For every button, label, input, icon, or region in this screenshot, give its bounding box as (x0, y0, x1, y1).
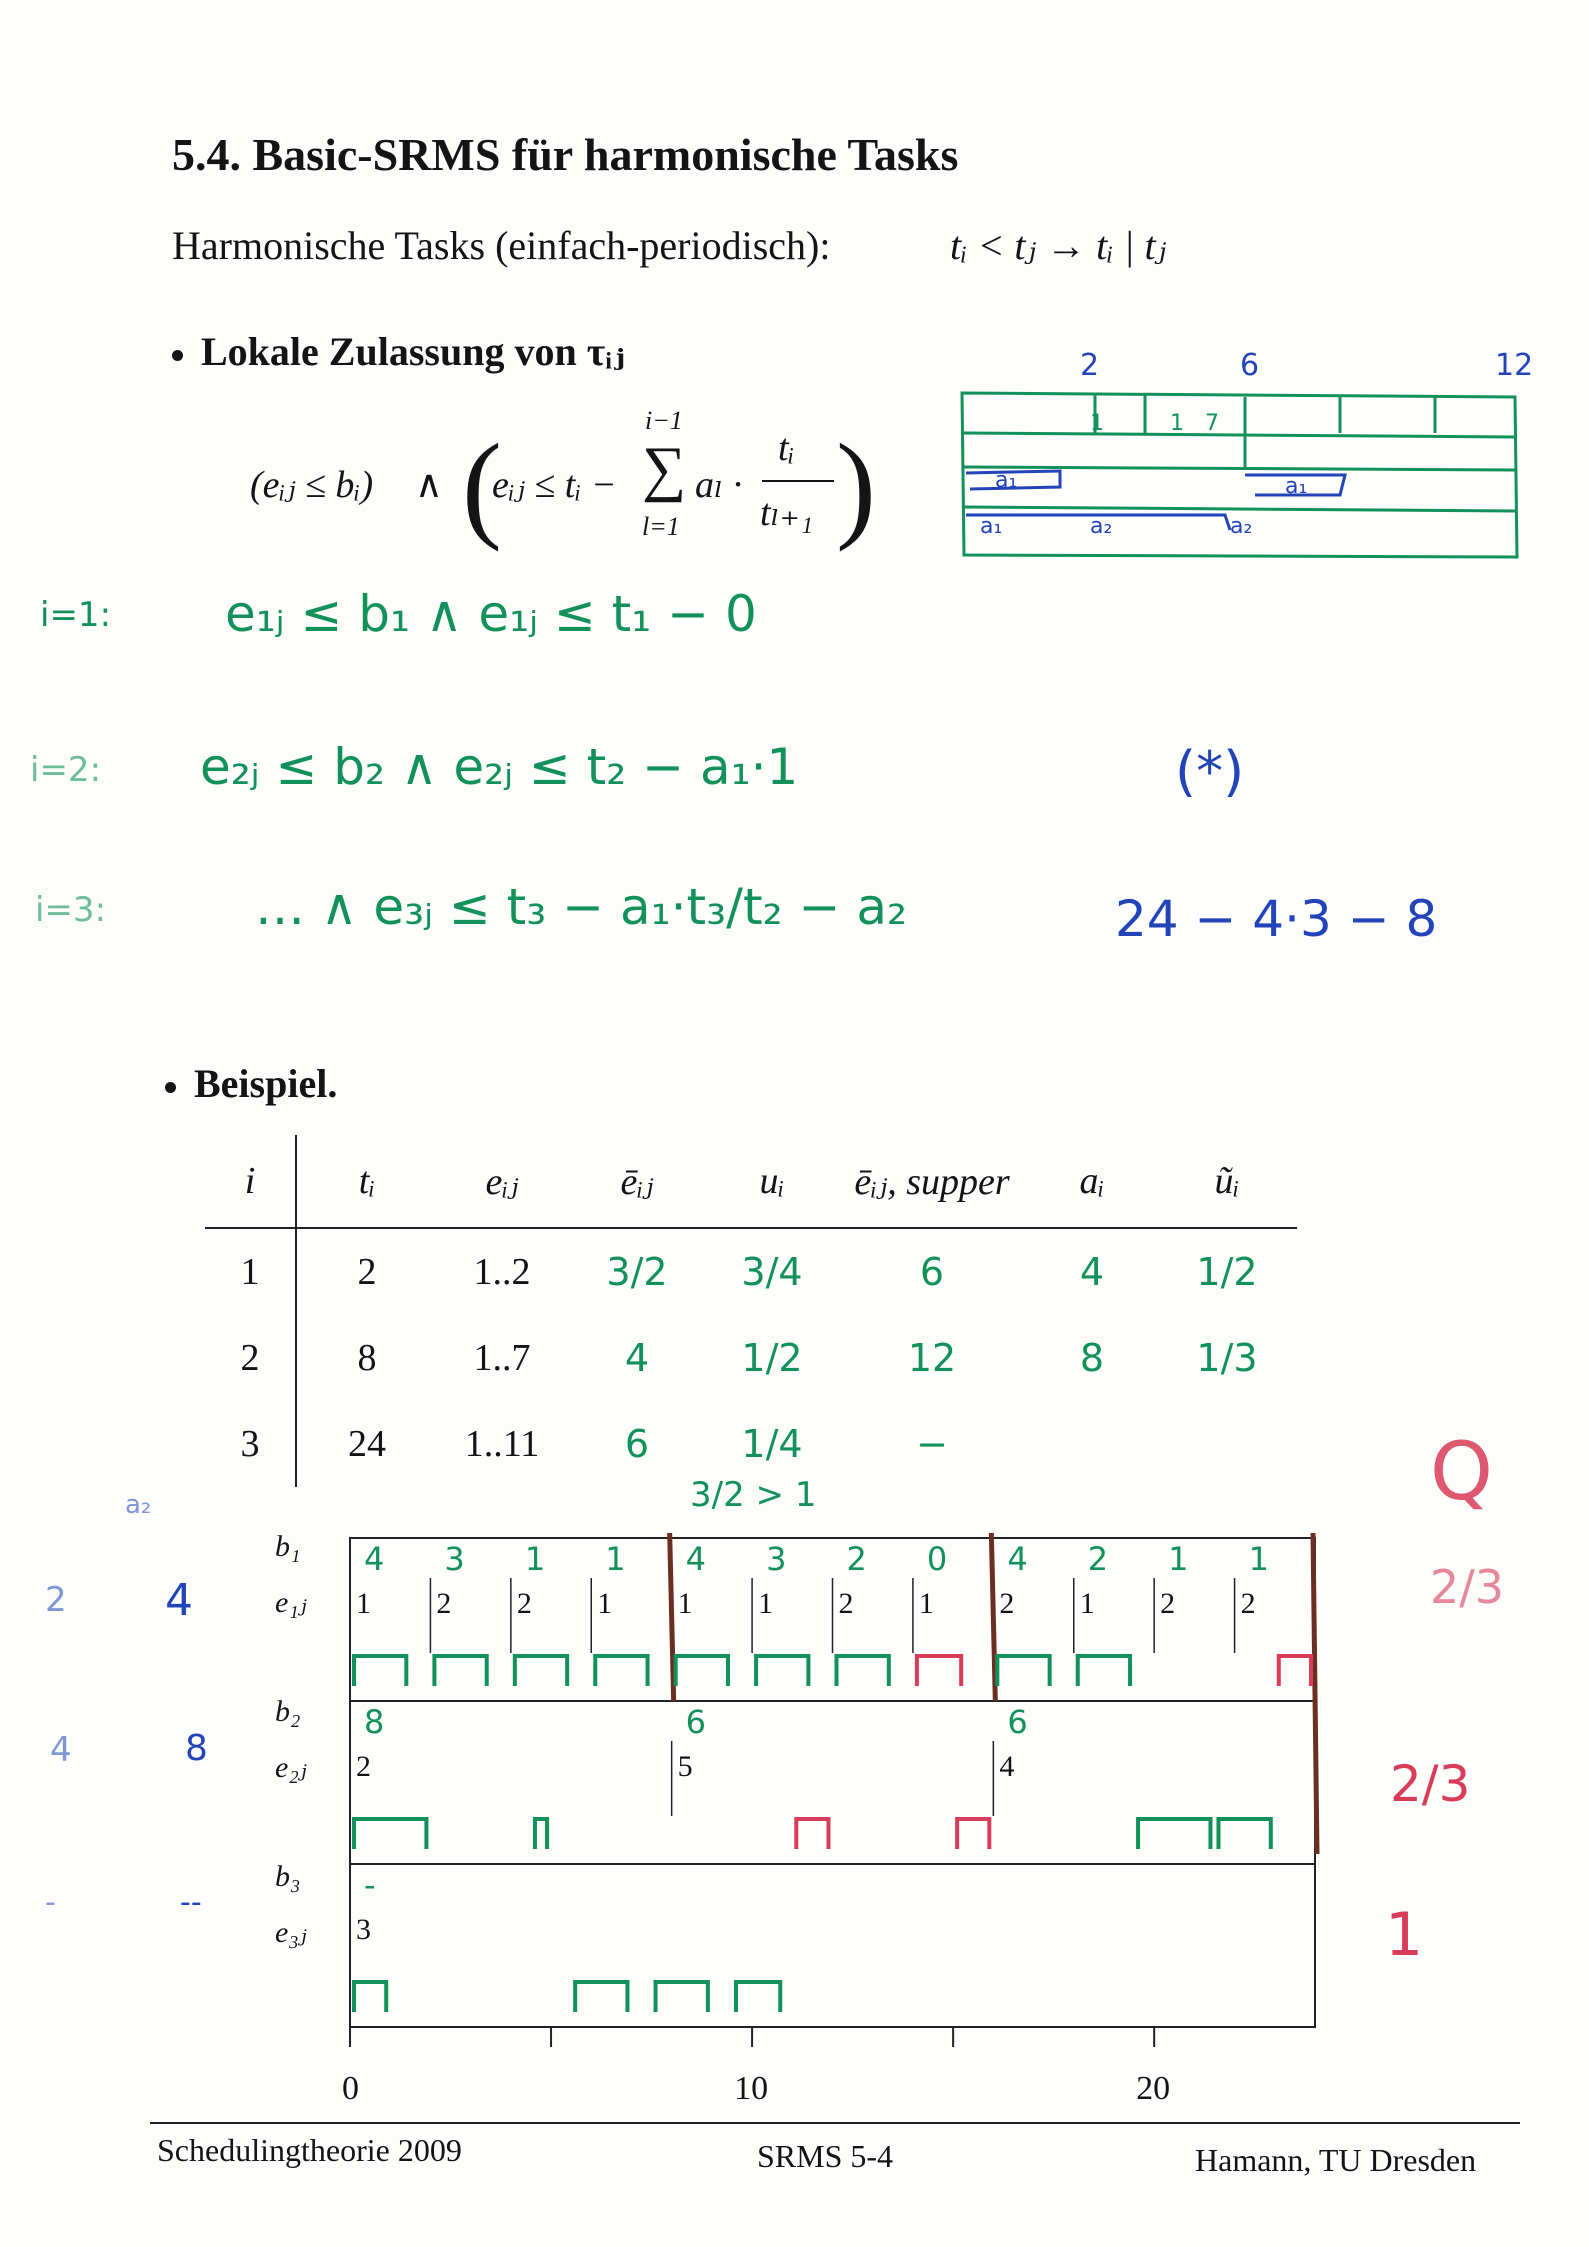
table-cell: 4 (1079, 1250, 1105, 1294)
table-cell: 12 (907, 1336, 957, 1380)
table-cell: 1/3 (1196, 1336, 1258, 1380)
schedule-label-e1j: e₁ⱼ (275, 1586, 307, 1619)
axis-tick-label: 20 (1136, 2070, 1171, 2107)
table-cell: 2 (205, 1315, 296, 1401)
table-header-cell: ēᵢⱼ, supper (854, 1160, 1010, 1203)
schedule-row1-exec-value: 2 (999, 1587, 1015, 1620)
schedule-label-e3j: e₃ⱼ (275, 1916, 307, 1949)
table-cell: 1..11 (464, 1423, 540, 1465)
schedule-row1-budget-value: 2 (846, 1540, 867, 1578)
exec-box (354, 1656, 406, 1686)
case1-formula: e₁ⱼ ≤ b₁ ∧ e₁ⱼ ≤ t₁ − 0 (225, 585, 757, 643)
formula-left: (eᵢⱼ ≤ bᵢ) (250, 464, 374, 506)
table-cell: 1..2 (473, 1251, 531, 1293)
footer-center: SRMS 5-4 (757, 2138, 894, 2174)
exec-box-miss (957, 1819, 989, 1849)
exec-box (997, 1656, 1049, 1686)
table-cell: 24 (348, 1423, 386, 1465)
schedule-row1-budget-value: 3 (444, 1540, 465, 1578)
case3-formula: … ∧ e₃ⱼ ≤ t₃ − a₁·t₃/t₂ − a₂ (255, 878, 908, 936)
formula-sum-sign: ∑ (642, 435, 687, 503)
case1-label: i=1: (40, 595, 112, 635)
diagram-tag: 7 (1205, 411, 1219, 436)
schedule-row1-budget-value: 3 (766, 1540, 787, 1578)
diagram-label-2: 2 (1080, 348, 1100, 383)
exec-box (354, 1982, 386, 2012)
hyperperiod-marker (670, 1533, 674, 1701)
table-cell: − (916, 1422, 948, 1466)
page-title: 5.4. Basic-SRMS für harmonische Tasks (172, 129, 959, 180)
table-cell: 4 (624, 1336, 650, 1380)
schedule-row1-budget-value: 1 (605, 1540, 626, 1578)
schedule-label-b3: b₃ (275, 1860, 301, 1893)
exec-box-miss (917, 1656, 961, 1686)
margin-q-mark: Q (1430, 1425, 1493, 1518)
schedule-row1-budget-value: 4 (685, 1540, 707, 1578)
footer-rule (150, 2122, 1520, 2124)
table-header-cell: aᵢ (1079, 1160, 1105, 1202)
schedule-label-b1: b₁ (275, 1530, 301, 1563)
margin-note: - (45, 1885, 56, 1920)
exec-box (676, 1656, 728, 1686)
exec-box (736, 1982, 780, 2012)
hyperperiod-marker (991, 1533, 995, 1701)
footer-right: Hamann, TU Dresden (1195, 2142, 1477, 2178)
axis-tick-label: 10 (734, 2070, 769, 2107)
case3-label: i=3: (35, 890, 107, 930)
schedule-row3-budget-value: - (364, 1866, 376, 1904)
margin-note: 4 (165, 1575, 193, 1626)
exec-box (837, 1656, 889, 1686)
schedule-row2-budget-value: 8 (364, 1703, 385, 1741)
schedule-row1-budget-value: 1 (524, 1540, 546, 1578)
formula-sum-bottom: l=1 (642, 512, 680, 541)
table-header-cell: tᵢ (358, 1160, 376, 1202)
case2-formula: e₂ⱼ ≤ b₂ ∧ e₂ⱼ ≤ t₂ − a₁·1 (200, 738, 799, 796)
schedule-row1-budget-value: 1 (1168, 1540, 1189, 1578)
schedule-row1-exec-value: 2 (516, 1587, 532, 1620)
exec-box (1138, 1819, 1210, 1849)
table-cell: 3 (205, 1401, 296, 1487)
bullet-heading: Lokale Zulassung von τᵢⱼ (201, 329, 625, 374)
exec-box (354, 1819, 426, 1849)
intro-text: Harmonische Tasks (einfach-periodisch): (172, 223, 831, 268)
diagram-tag: a₂ (1090, 514, 1113, 539)
schedule-row3-exec-value: 3 (356, 1913, 371, 1946)
diagram-tag: a₂ (1230, 514, 1253, 539)
formula-right-head: eᵢⱼ ≤ tᵢ − (492, 464, 617, 506)
margin-note: 2 (45, 1580, 67, 1620)
margin-note: -- (180, 1885, 202, 1920)
formula-and: ∧ (415, 464, 443, 506)
schedule-row1-budget-value: 4 (364, 1540, 385, 1578)
schedule-row1-exec-value: 2 (838, 1587, 854, 1620)
table-cell: 6 (624, 1422, 650, 1466)
schedule-row2-budget-value: 6 (1007, 1703, 1028, 1741)
schedule-label-e2j: e₂ⱼ (275, 1751, 307, 1784)
schedule-row1-exec-value: 2 (1160, 1587, 1176, 1620)
exec-box (575, 1982, 627, 2012)
exec-box (515, 1656, 567, 1686)
schedule-row1-exec-value: 2 (436, 1587, 452, 1620)
table-header-cell: ũᵢ (1214, 1160, 1240, 1202)
schedule-row2-exec-value: 5 (677, 1750, 693, 1783)
schedule-row1-exec-value: 2 (1240, 1587, 1256, 1620)
exec-box (1078, 1656, 1130, 1686)
diagram-tag: a₁ (980, 514, 1003, 539)
diagram-label-6: 6 (1240, 348, 1260, 383)
hyperperiod-marker (1313, 1533, 1317, 1854)
case3-blue-calc: 24 − 4·3 − 8 (1115, 890, 1438, 948)
footer-left: Schedulingtheorie 2009 (157, 2132, 462, 2168)
margin-note-right: 2/3 (1390, 1755, 1471, 1813)
table-header-cell: eᵢⱼ (485, 1160, 519, 1203)
diagram-label-12: 12 (1495, 348, 1534, 383)
margin-note-right: 1 (1385, 1900, 1424, 1970)
exec-box-miss (1279, 1656, 1311, 1686)
exec-box (434, 1656, 486, 1686)
axis-tick-label: 0 (342, 2070, 359, 2107)
exec-box (1218, 1819, 1270, 1849)
schedule-row1-budget-value: 0 (926, 1540, 948, 1578)
schedule-row1-budget-value: 4 (1007, 1540, 1028, 1578)
schedule-row2-exec-value: 4 (999, 1750, 1015, 1783)
schedule-row1-exec-value: 1 (758, 1587, 774, 1620)
bullet-heading: Beispiel. (194, 1061, 338, 1106)
exec-box-miss (796, 1819, 828, 1849)
schedule-row1-exec-value: 1 (1079, 1587, 1095, 1620)
formula-sum-top: i−1 (645, 406, 683, 435)
schedule-row1-exec-value: 1 (918, 1587, 934, 1620)
table-cell: 1 (205, 1228, 296, 1315)
exec-box (595, 1656, 647, 1686)
table-cell: 1/2 (741, 1336, 803, 1380)
schedule-row1-exec-value: 1 (356, 1587, 371, 1620)
diagram-tag: a₁ (1285, 474, 1308, 499)
schedule-row1-exec-value: 1 (597, 1587, 613, 1620)
schedule-row1-budget-value: 1 (1248, 1540, 1269, 1578)
formula-frac-num: tᵢ (778, 427, 795, 469)
margin-note: 8 (185, 1728, 208, 1769)
table-cell: 3/2 (606, 1250, 668, 1294)
case2-label: i=2: (30, 750, 102, 790)
table-header-cell: i (205, 1135, 296, 1228)
table-cell: 1/4 (741, 1422, 803, 1466)
intro-formula: tᵢ < tⱼ → tᵢ | tⱼ (950, 223, 1167, 268)
table-header-cell: uᵢ (759, 1160, 785, 1202)
margin-note-right: 2/3 (1430, 1560, 1505, 1614)
table-cell: 6 (919, 1250, 945, 1294)
formula-frac-den: tₗ₊₁ (760, 492, 814, 534)
exec-box (756, 1656, 808, 1686)
exec-box (535, 1819, 547, 1849)
diagram-tag: 1 (1090, 411, 1104, 436)
margin-note: 4 (50, 1730, 72, 1770)
diagram-tag: a₁ (995, 468, 1018, 493)
diagram-tag: 1 (1170, 411, 1184, 436)
under-table-note: 3/2 > 1 (690, 1475, 817, 1515)
schedule-row2-budget-value: 6 (685, 1703, 707, 1741)
table-cell: 1/2 (1196, 1250, 1258, 1294)
exec-box (656, 1982, 708, 2012)
formula-paren-close: ) (836, 419, 876, 552)
table-cell: 3/4 (741, 1250, 803, 1294)
table-header-cell: ēᵢⱼ (620, 1160, 654, 1203)
schedule-row1-budget-value: 2 (1087, 1540, 1109, 1578)
formula-paren-open: ( (462, 419, 502, 552)
formula-term: aₗ · (695, 464, 743, 506)
table-cell: 1..7 (473, 1337, 531, 1379)
schedule-row1-exec-value: 1 (677, 1587, 693, 1620)
case2-star-note: (*) (1175, 740, 1245, 803)
table-cell: 8 (357, 1337, 377, 1379)
margin-note: a₂ (125, 1490, 152, 1520)
table-cell: 8 (1079, 1336, 1105, 1380)
schedule-label-b2: b₂ (275, 1695, 301, 1728)
table-cell: 2 (357, 1251, 377, 1293)
schedule-row2-exec-value: 2 (356, 1750, 371, 1783)
